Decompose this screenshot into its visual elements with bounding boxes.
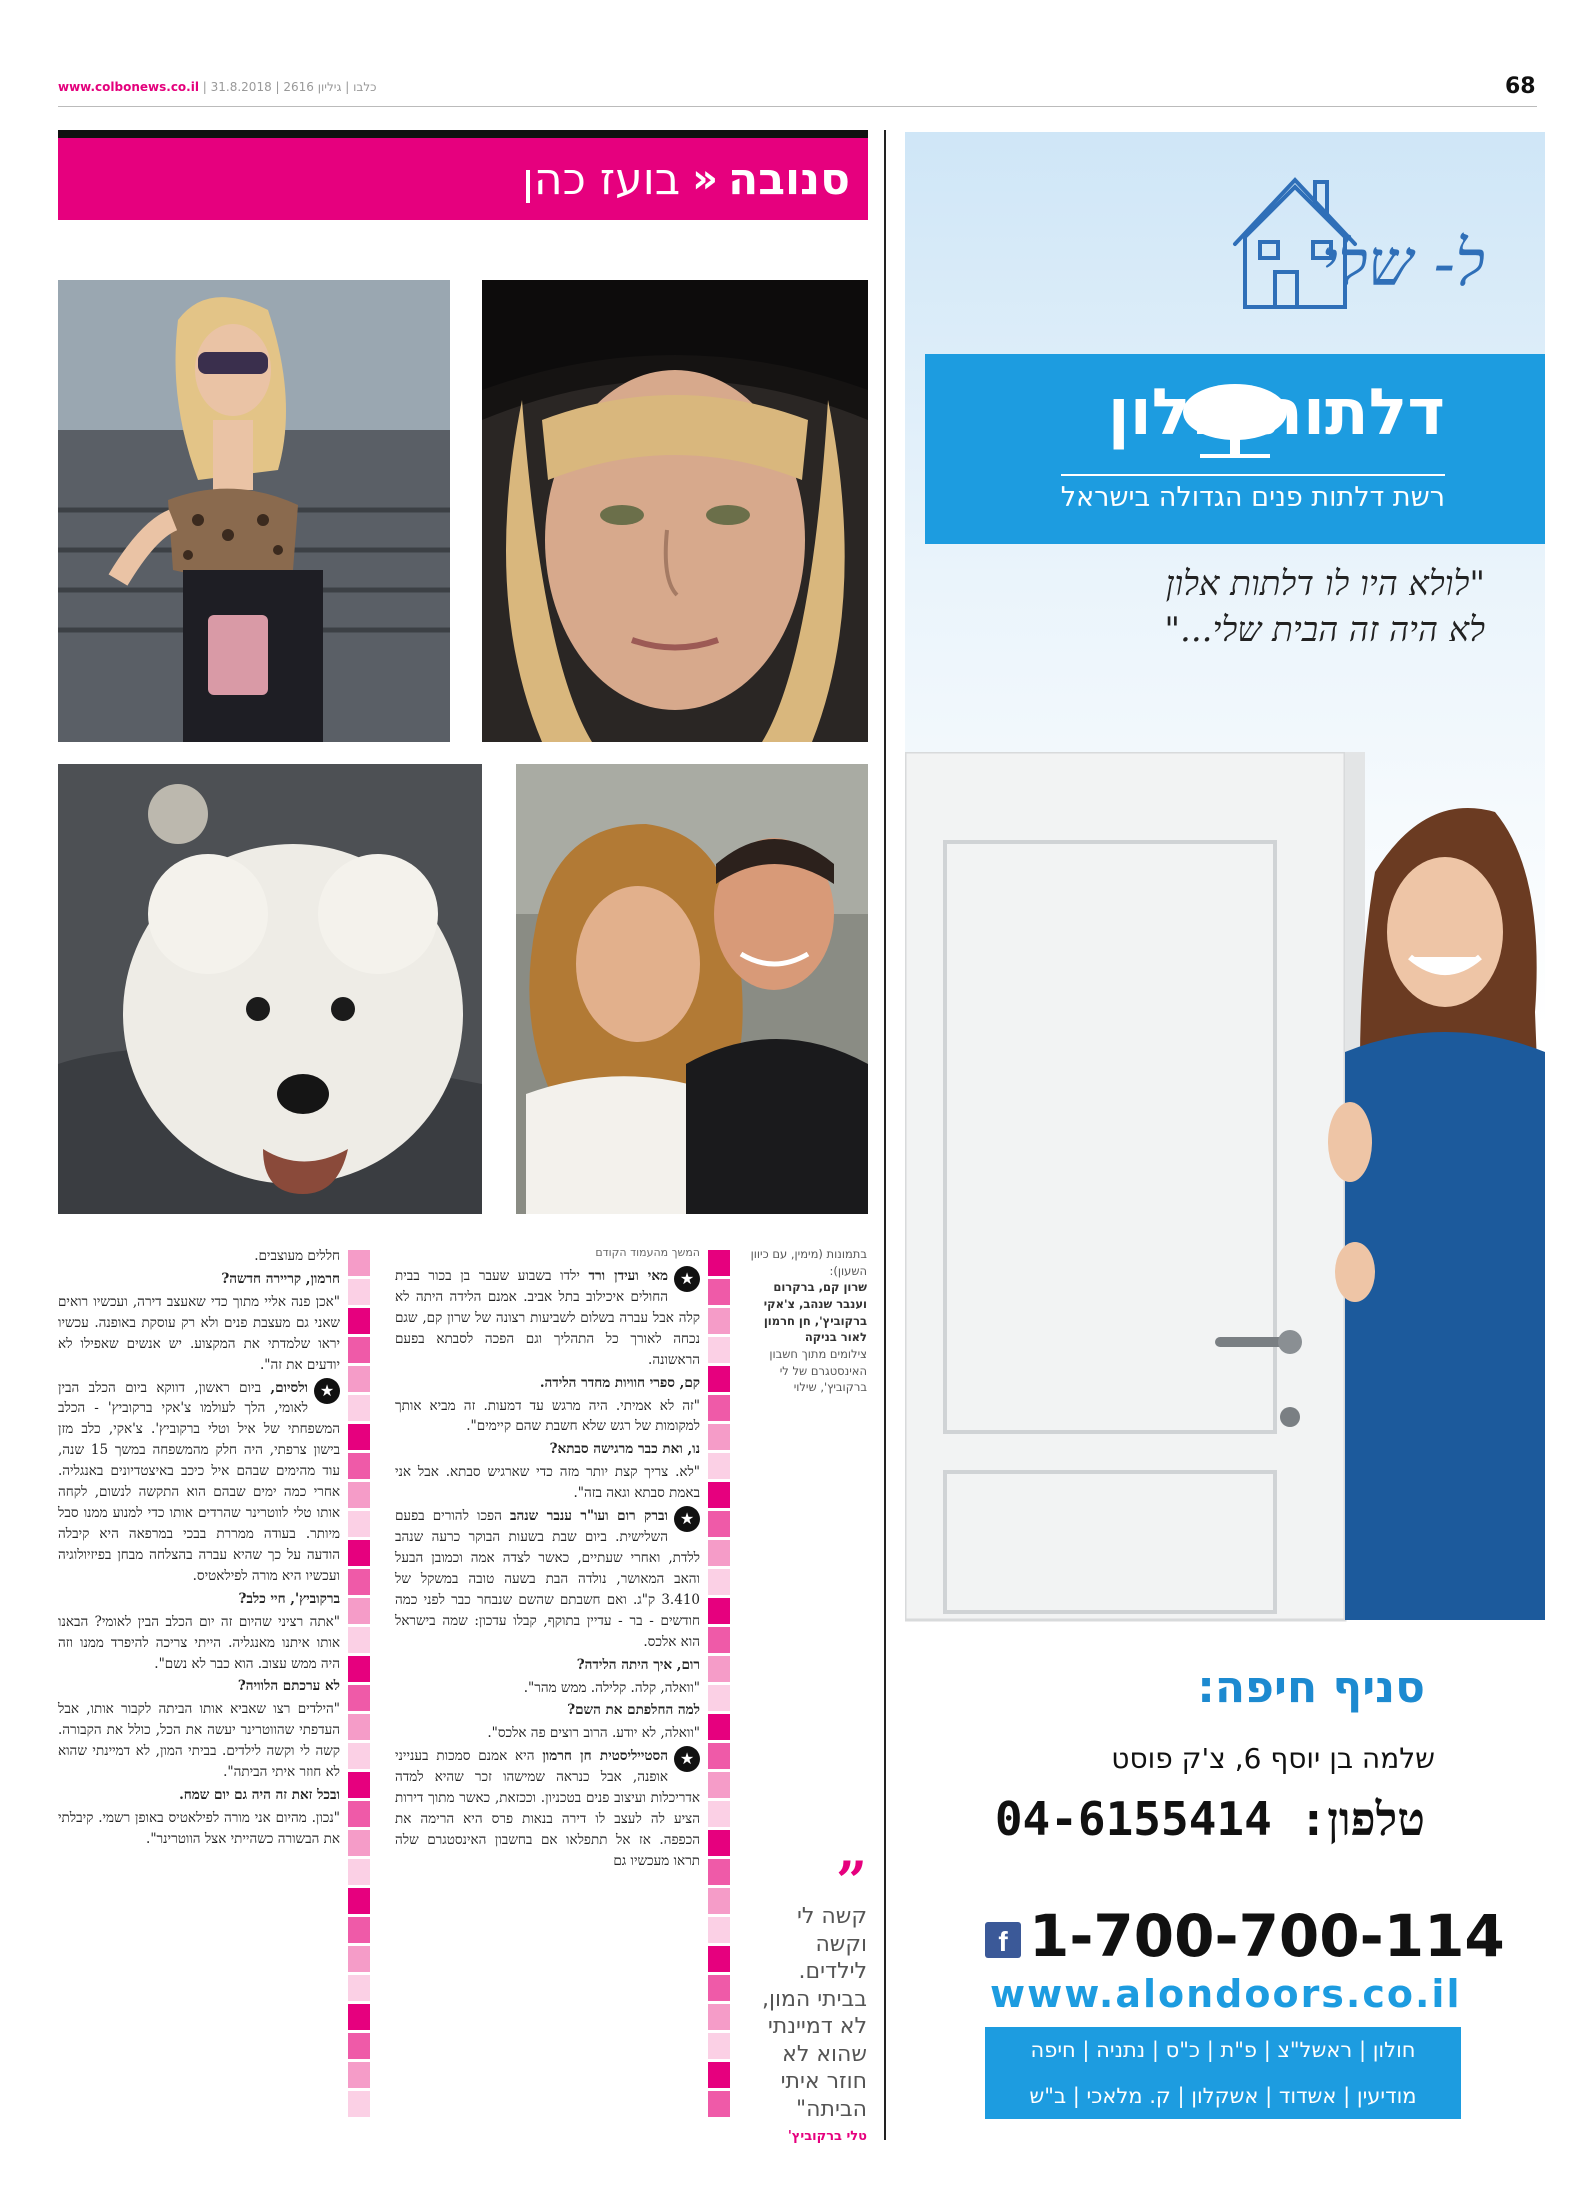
pink-strip-cell <box>708 1598 730 1624</box>
article-lead: ולסיום, <box>270 1379 308 1396</box>
caption-credit: צילומים מתוך חשבון האינסטגרם של לי ברקוביץ', <box>769 1347 867 1395</box>
pink-strip-cell <box>348 1627 370 1653</box>
pink-strip-cell <box>708 1917 730 1943</box>
pink-strip-cell <box>708 1540 730 1566</box>
interview-question: ובכל זאת זה היה גם יום שמח. <box>179 1787 340 1804</box>
pink-strip-cell <box>348 2062 370 2088</box>
article-paragraph: "וואלה, לא יודע. הרוב רוצים פה אלכס". <box>487 1725 700 1742</box>
photo-woman-hat <box>482 280 868 742</box>
article-text: הפכו להורים בפעם השלישית. ביום שבת בשעות הבוקר כרעה שנהב ללדת, ואחרי שעתיים, כאשר לצדה אמה וכמובן הבעל והאב המאושר, נולדה הבת בשעה טובה במשקל של 3.410 ק"ג. ואם חשבתם שהשם שנבחר כבר לפני כמה חודשים - בר - עדיין בתוקף, קבלו עדכון: שמה בישראל הוא אלכס. <box>395 1508 700 1650</box>
pink-strip-cell <box>708 1279 730 1305</box>
pink-strip-cell <box>348 1337 370 1363</box>
pink-strip-cell <box>708 1337 730 1363</box>
article-paragraph: "לא. צריך קצת יותר מזה כדי שארגיש סבתא. אבל אני באמת סבתא וגאה בזה". <box>395 1464 700 1502</box>
section-name: סנובה <box>727 153 850 205</box>
cities-list <box>985 2027 1461 2119</box>
pink-strip-cell <box>348 1859 370 1885</box>
article-paragraph: "זה לא אמיתי. היה מרגש עד דמעות. זה מביא אותך למקומות של רגש שלא חשבת שהם קיימים". <box>395 1397 700 1435</box>
caption-credit-name: שילוי <box>793 1380 817 1395</box>
article-text: היא אמנם סמכות בענייני אופנה, אבל כנראה שמישהו זכר שהיא למדה אדריכלות ועיצוב פנים בטכניון. וככזאת, כאשר מתוך דירות הציע לה לעצב לו דירה בנאות פרס היא הרימה את הכפפה. אז אל תתפלאו אם בחשבון האינסטגרם שלה תראו מעכשיו גם <box>395 1748 700 1869</box>
pink-strip-cell <box>708 1569 730 1595</box>
caption-label: בתמונות (מימין, עם כיוון השעון): <box>750 1247 867 1278</box>
star-bullet-icon: ★ <box>314 1378 340 1404</box>
pink-strip-cell <box>348 1801 370 1827</box>
pull-quote-text: קשה לי וקשה לילדים. בביתי המון, לא דמיינתי שהוא לא חוזר איתי הביתה" <box>761 1904 867 2122</box>
pink-strip-cell <box>348 1946 370 1972</box>
pink-strip-cell <box>348 1598 370 1624</box>
interview-question: חרמון, קריירה חדשה? <box>221 1270 340 1287</box>
quote-mark-icon: ” <box>835 1849 867 1913</box>
section-banner <box>58 138 868 220</box>
pink-strip-cell <box>708 1975 730 2001</box>
pink-strip-left <box>348 1250 370 2120</box>
alon-doors-ad <box>905 132 1545 2137</box>
slogan-line-1: "לולא היו לו דלתות אלון <box>1165 564 1485 604</box>
pink-strip-cell <box>348 1714 370 1740</box>
issue-number: גיליון 2616 <box>283 80 342 94</box>
article-text: ילדו בשבוע שעבר בן בכור בבית החולים איכילוב בתל אביב. אמנם הלידה היתה לא קלה אבל עברה בשלום לשביעות רצונה של שרון קם, שגם נכחה לאורך כל התהליך וגם הפכה לסבתא בפעם הראשונה. <box>395 1268 700 1368</box>
cities-row-2: מודיעין | אשדוד | אשקלון | ק. מלאכי | ב"ש <box>1029 2084 1417 2108</box>
branch-address: שלמה בן יוסף 6, צ'ק פוסט <box>1111 1742 1435 1775</box>
hotline-number[interactable]: 1-700-700-114 <box>1029 1902 1505 1970</box>
hotline <box>985 1902 1505 1970</box>
pink-strip-cell <box>708 2033 730 2059</box>
pink-strip-cell <box>348 1395 370 1421</box>
pink-strip-cell <box>348 1366 370 1392</box>
continued-note: המשך מהעמוד הקודם <box>595 1246 700 1259</box>
pink-strip-cell <box>708 1453 730 1479</box>
pink-strip-cell <box>708 1801 730 1827</box>
photo-dog <box>58 764 482 1214</box>
article-paragraph: "וואלה, קלה. קלילה. ממש מהר". <box>523 1679 700 1696</box>
page-number: 68 <box>1505 74 1536 99</box>
star-bullet-icon: ★ <box>674 1506 700 1532</box>
pink-strip-cell <box>348 1482 370 1508</box>
pull-quote-attribution: טלי ברקוביץ' <box>787 2129 867 2145</box>
pink-strip-cell <box>708 1656 730 1682</box>
section-author: בועז כהן <box>521 153 681 205</box>
interview-question: נו, ואת כבר מרגישה סבתא? <box>549 1441 700 1458</box>
pink-strip-cell <box>348 1540 370 1566</box>
interview-question: לא ערכתם הלוויה? <box>237 1678 340 1695</box>
folio: www.colbonews.co.il | כלבו | גיליון 2616 | 31.8.2018 <box>58 80 377 94</box>
pink-strip-cell <box>348 1250 370 1276</box>
caption-text: שרון קם, ברקרום וענבר שנהב, צ'אקי ברקוביץ', חן חרמון לאור בניקה <box>763 1280 867 1345</box>
article-lead: הסטייליסטית חן חרמון <box>542 1748 668 1765</box>
double-chevron-icon: « <box>692 156 718 202</box>
pink-strip-cell <box>708 1772 730 1798</box>
pink-strip-cell <box>708 1395 730 1421</box>
phone-label: טלפון: <box>1299 1792 1425 1846</box>
article-paragraph-starred <box>395 1746 700 1872</box>
pink-strip-cell <box>708 1830 730 1856</box>
slogan-line-2: לא היה זה הבית שלי..." <box>1164 609 1485 650</box>
pull-quote <box>745 1849 867 2145</box>
pink-strip-cell <box>708 1627 730 1653</box>
pink-strip-cell <box>708 1366 730 1392</box>
pink-strip-cell <box>708 1946 730 1972</box>
pink-strip-cell <box>708 1888 730 1914</box>
issue-date: 31.8.2018 <box>210 80 272 94</box>
cities-row-1: חולון | ראשל"צ | פ"ת | כ"ס | נתניה | חיפה <box>1030 2038 1416 2062</box>
photo-woman-leopard-top <box>58 280 450 742</box>
article-paragraph: "הילדים רצו שאביא אותו הביתה לקבור אותו, אבל העדפתי שהווטרינר יעשה את הכל, כולל את הקבורה. קשה לי וקשה לילדים. בביתי המון, לא דמיינתי שהוא לא חוזר איתי הביתה". <box>58 1701 340 1781</box>
article-lead: וברק רום ועו"ר ענבר שנהב <box>510 1508 668 1525</box>
pink-strip-cell <box>708 2062 730 2088</box>
article-column-middle <box>395 1266 700 1874</box>
column-divider <box>884 130 886 2140</box>
article-column-left <box>58 1246 340 1852</box>
site-url[interactable]: www.colbonews.co.il <box>58 80 199 94</box>
article-paragraph-starred <box>395 1266 700 1371</box>
pink-strip-cell <box>708 1250 730 1276</box>
pink-strip-cell <box>348 1453 370 1479</box>
article-paragraph: "אתה רציני שהיום זה יום הכלב הבין לאומי? הבאנו אותו איתנו מאנגליה. הייתי צריכה להיפרד ממנו וזה היה ממש עצוב. הוא כבר לא נשם". <box>58 1613 340 1672</box>
pink-strip-cell <box>348 1308 370 1334</box>
pink-strip-cell <box>708 1308 730 1334</box>
pink-strip-cell <box>348 1888 370 1914</box>
brand-name: כלבו <box>353 80 377 94</box>
facebook-icon[interactable]: f <box>985 1922 1021 1958</box>
interview-question: קם, ספרי חוויות מחדר הלידה. <box>539 1374 700 1391</box>
interview-question: רום, איך היתה הלידה? <box>576 1656 700 1673</box>
banner-top-bar <box>58 130 868 138</box>
ad-slogan <box>1164 562 1485 654</box>
pink-strip-cell <box>708 1743 730 1769</box>
pink-strip-cell <box>348 1830 370 1856</box>
pink-strip-cell <box>348 2033 370 2059</box>
star-bullet-icon: ★ <box>674 1746 700 1772</box>
pink-strip-cell <box>708 2091 730 2117</box>
article-paragraph-starred <box>58 1378 340 1587</box>
brand-name: דלתות אלון <box>1107 376 1445 450</box>
star-bullet-icon: ★ <box>674 1266 700 1292</box>
pink-strip-cell <box>348 1772 370 1798</box>
photo-captions <box>745 1246 867 1396</box>
phone-number[interactable]: 04-6155414 <box>994 1792 1272 1846</box>
interview-question: למה החלפתם את השם? <box>567 1702 700 1719</box>
pink-strip-right <box>708 1250 730 2120</box>
branch-phone <box>995 1792 1425 1846</box>
pink-strip-cell <box>348 1917 370 1943</box>
pink-strip-cell <box>348 2091 370 2117</box>
pink-strip-cell <box>708 1511 730 1537</box>
door-illustration <box>905 752 1545 1632</box>
pink-strip-cell <box>348 2004 370 2030</box>
pink-strip-cell <box>348 1279 370 1305</box>
pink-strip-cell <box>348 1685 370 1711</box>
article-lead: מאי ועידן ורד <box>588 1268 668 1284</box>
pink-strip-cell <box>708 1685 730 1711</box>
pink-strip-cell <box>708 1482 730 1508</box>
article-paragraph: "נכון. מהיום אני מורה לפילאטיס באופן רשמי. קיבלתי את הבשורה כשהייתי אצל הווטרינר". <box>58 1809 340 1847</box>
pink-strip-cell <box>708 1859 730 1885</box>
article-text: ביום ראשון, דווקא ביום הכלב הבין לאומי, הלך לעולמו צ'אקי ברקוביץ' - הכלב המשפחתי של איל וטלי ברקוביץ'. צ'אקי, כלב מזן בישון צרפתי, היה חלק מהמשפחה במשך 15 שנה, עוד מהימים שבהם איל כיכב באיצטדיונים באנגליה. אחרי כמה ימים שבהם הוא התקשה לנשום, לקחה אותו טלי לווטרינר שהרדים אותו כדי למנוע ממנו סבל מיותר. בעודה ממררת בבכי במרפאה היא קיבלה הודעה על כך שהיא עברה בהצלחה מבחן בפיזיולוגיה ועכשיו היא מורה לפילאטיס. <box>58 1379 341 1584</box>
pink-strip-cell <box>348 1656 370 1682</box>
photo-couple <box>516 764 868 1214</box>
ad-logo-text: ל- שלי <box>1321 227 1485 301</box>
brand-panel <box>925 354 1545 544</box>
pink-strip-cell <box>708 2004 730 2030</box>
article-paragraph-starred <box>395 1506 700 1652</box>
pink-strip-cell <box>348 1511 370 1537</box>
article-paragraph: "אכן פנה אליי מתוך כדי שאעצב דירה, ועכשיו רואים שאני גם מעצבת פנים ולא רק עוסקת באופנה. עכשיו יראו שלמדתי את המקצוע. יש אנשים שאפילו לא יודעים את זה". <box>58 1293 340 1373</box>
interview-question: ברקוביץ', חיי כלב? <box>238 1590 340 1607</box>
header-rule <box>58 106 1537 107</box>
branch-title: סניף חיפה: <box>1197 1662 1425 1713</box>
website[interactable]: www.alondoors.co.il <box>990 1972 1462 2016</box>
pink-strip-cell <box>348 1975 370 2001</box>
pink-strip-cell <box>348 1424 370 1450</box>
pink-strip-cell <box>348 1743 370 1769</box>
pink-strip-cell <box>708 1424 730 1450</box>
pink-strip-cell <box>708 1714 730 1740</box>
article-paragraph: חללים מעוצבים. <box>254 1248 340 1264</box>
pink-strip-cell <box>348 1569 370 1595</box>
brand-tagline: רשת דלתות פנים הגדולה בישראל <box>1061 474 1445 513</box>
